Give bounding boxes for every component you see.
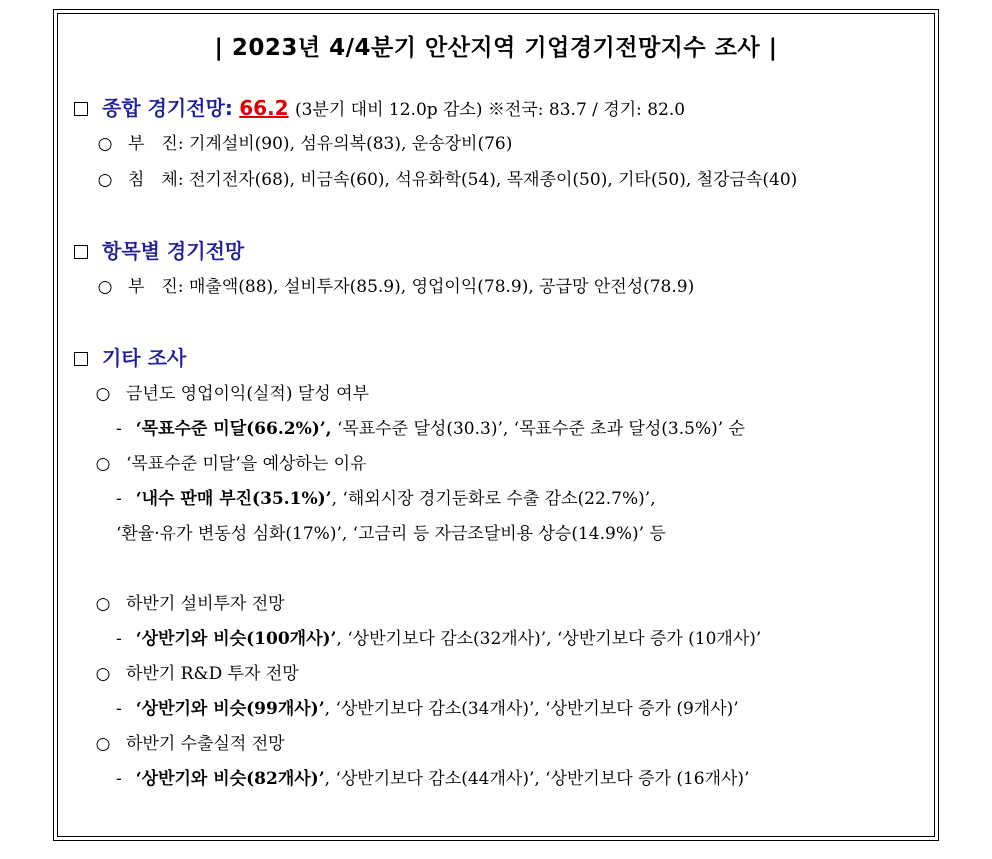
dash-bullet: - [116,769,122,789]
question-text: 하반기 설비투자 전망 [126,594,285,614]
item-label: 부 진: [128,277,184,297]
circle-bullet-icon: ○ [95,734,111,754]
question-item [94,383,369,405]
section-other-heading [74,346,186,370]
item-label: 침 체: [128,170,184,190]
circle-bullet-icon: ○ [95,454,111,474]
item-text: 기계설비(90), 섬유의복(83), 운송장비(76) [188,134,513,154]
checkbox-square-icon [74,245,88,259]
answer-line [116,768,749,790]
item-label: 부 진: [128,134,184,154]
answer-highlight: ‘내수 판매 부진(35.1%)’ [135,489,332,509]
answer-rest: ‘목표수준 달성(30.3)’, ‘목표수준 초과 달성(3.5%)’ 순 [337,419,745,439]
dash-bullet: - [116,419,122,439]
answer-highlight: ‘목표수준 미달(66.2%)’, [135,419,332,439]
section-overall-heading [74,96,685,122]
answer-highlight: ‘상반기와 비슷(82개사)’ [135,769,325,789]
answer-line [116,628,761,650]
question-item [94,453,367,475]
checkbox-square-icon [74,352,88,366]
answer-continuation-text: ‘환율·유가 변동성 심화(17%)’, ‘고금리 등 자금조달비용 상승(14.9%)’ 등 [116,524,666,544]
question-text: ‘목표수준 미달’을 예상하는 이유 [126,454,367,474]
circle-bullet-icon: ○ [97,277,113,297]
section-overall-title: 종합 경기전망: [102,96,233,120]
overall-index-value: 66.2 [239,96,289,120]
answer-line [116,488,656,510]
answer-rest: , ‘해외시장 경기둔화로 수출 감소(22.7%)’, [331,489,656,509]
answer-rest: , ‘상반기보다 감소(44개사)’, ‘상반기보다 증가 (16개사)’ [324,769,750,789]
answer-rest: , ‘상반기보다 감소(32개사)’, ‘상반기보다 증가 (10개사)’ [336,629,762,649]
dash-bullet: - [116,629,122,649]
dash-bullet: - [116,699,122,719]
question-item [94,663,299,685]
section-by-item-heading [74,239,244,263]
document-frame [53,9,939,841]
circle-bullet-icon: ○ [97,134,113,154]
dash-bullet: - [116,489,122,509]
question-text: 하반기 수출실적 전망 [126,734,285,754]
circle-bullet-icon: ○ [95,594,111,614]
list-item [96,133,512,155]
answer-line [116,418,745,440]
answer-rest: , ‘상반기보다 감소(34개사)’, ‘상반기보다 증가 (9개사)’ [324,699,739,719]
overall-index-note: (3분기 대비 12.0p 감소) ※전국: 83.7 / 경기: 82.0 [294,100,686,120]
answer-highlight: ‘상반기와 비슷(100개사)’ [135,629,337,649]
question-text: 금년도 영업이익(실적) 달성 여부 [126,384,369,404]
item-text: 전기전자(68), 비금속(60), 석유화학(54), 목재종이(50), 기타(50), 철강금속(40) [188,170,798,190]
question-item [94,733,285,755]
circle-bullet-icon: ○ [97,170,113,190]
item-text: 매출액(88), 설비투자(85.9), 영업이익(78.9), 공급망 안전성(78.9) [188,277,695,297]
section-other-title: 기타 조사 [102,346,187,370]
question-item [94,593,285,615]
answer-highlight: ‘상반기와 비슷(99개사)’ [135,699,325,719]
question-text: 하반기 R&D 투자 전망 [126,664,299,684]
section-by-item-title: 항목별 경기전망 [102,239,245,263]
answer-continuation [116,523,666,545]
list-item [96,276,694,298]
circle-bullet-icon: ○ [95,384,111,404]
circle-bullet-icon: ○ [95,664,111,684]
checkbox-square-icon [74,102,88,116]
answer-line [116,698,739,720]
list-item [96,169,797,191]
page-title: | 2023년 4/4분기 안산지역 기업경기전망지수 조사 | [214,35,778,61]
